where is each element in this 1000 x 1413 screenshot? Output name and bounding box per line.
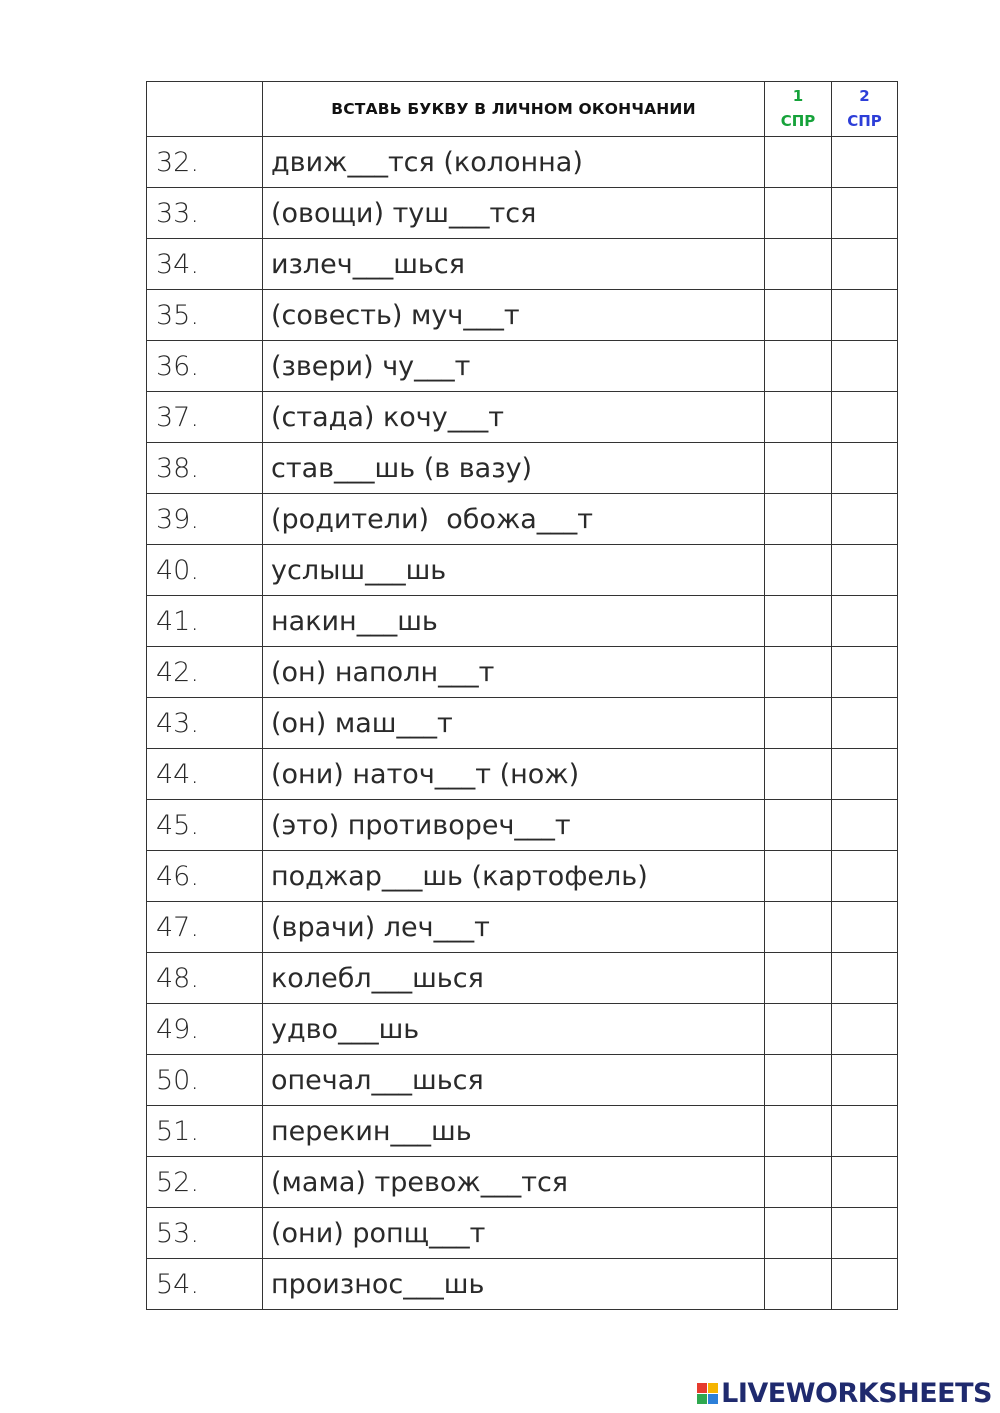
- row-number: 46.: [147, 851, 263, 902]
- row-exercise-text: (овощи) туш___тся: [263, 188, 765, 239]
- answer-cell-conjugation-2[interactable]: [832, 1259, 898, 1310]
- answer-cell-conjugation-2[interactable]: [832, 290, 898, 341]
- answer-cell-conjugation-1[interactable]: [765, 137, 832, 188]
- answer-cell-conjugation-1[interactable]: [765, 698, 832, 749]
- row-exercise-text: произнос___шь: [263, 1259, 765, 1310]
- answer-cell-conjugation-2[interactable]: [832, 1055, 898, 1106]
- answer-cell-conjugation-1[interactable]: [765, 443, 832, 494]
- table-row: [147, 698, 898, 749]
- table-row: [147, 1208, 898, 1259]
- answer-cell-conjugation-1[interactable]: [765, 494, 832, 545]
- answer-cell-conjugation-1[interactable]: [765, 953, 832, 1004]
- answer-cell-conjugation-1[interactable]: [765, 1055, 832, 1106]
- answer-cell-conjugation-1[interactable]: [765, 1106, 832, 1157]
- table-row: [147, 902, 898, 953]
- answer-cell-conjugation-1[interactable]: [765, 1157, 832, 1208]
- table-row: [147, 1157, 898, 1208]
- table-row: [147, 545, 898, 596]
- header-number-cell: [147, 82, 263, 137]
- row-number: 39.: [147, 494, 263, 545]
- answer-cell-conjugation-2[interactable]: [832, 443, 898, 494]
- answer-cell-conjugation-2[interactable]: [832, 341, 898, 392]
- row-number: 37.: [147, 392, 263, 443]
- answer-cell-conjugation-1[interactable]: [765, 290, 832, 341]
- answer-cell-conjugation-2[interactable]: [832, 902, 898, 953]
- header-row: [147, 82, 898, 137]
- row-number: 38.: [147, 443, 263, 494]
- answer-cell-conjugation-2[interactable]: [832, 545, 898, 596]
- answer-cell-conjugation-1[interactable]: [765, 545, 832, 596]
- table-row: [147, 749, 898, 800]
- row-number: 54.: [147, 1259, 263, 1310]
- row-exercise-text: (мама) тревож___тся: [263, 1157, 765, 1208]
- row-number: 43.: [147, 698, 263, 749]
- table-row: [147, 443, 898, 494]
- answer-cell-conjugation-2[interactable]: [832, 1004, 898, 1055]
- exercise-rows: [147, 137, 898, 1310]
- row-number: 44.: [147, 749, 263, 800]
- row-exercise-text: удво___шь: [263, 1004, 765, 1055]
- answer-cell-conjugation-2[interactable]: [832, 800, 898, 851]
- table-row: [147, 392, 898, 443]
- row-number: 41.: [147, 596, 263, 647]
- answer-cell-conjugation-2[interactable]: [832, 137, 898, 188]
- answer-cell-conjugation-2[interactable]: [832, 494, 898, 545]
- logo-square-e: [708, 1394, 718, 1404]
- answer-cell-conjugation-1[interactable]: [765, 1208, 832, 1259]
- answer-cell-conjugation-2[interactable]: [832, 392, 898, 443]
- answer-cell-conjugation-1[interactable]: [765, 851, 832, 902]
- table-row: [147, 188, 898, 239]
- row-exercise-text: накин___шь: [263, 596, 765, 647]
- answer-cell-conjugation-1[interactable]: [765, 749, 832, 800]
- row-exercise-text: (звери) чу___т: [263, 341, 765, 392]
- row-exercise-text: услыш___шь: [263, 545, 765, 596]
- answer-cell-conjugation-1[interactable]: [765, 392, 832, 443]
- header-conjugation-2: [832, 82, 898, 137]
- table-row: [147, 1055, 898, 1106]
- table-row: [147, 1004, 898, 1055]
- logo-square-i: [708, 1383, 718, 1393]
- row-number: 32.: [147, 137, 263, 188]
- row-exercise-text: (он) наполн___т: [263, 647, 765, 698]
- row-number: 36.: [147, 341, 263, 392]
- answer-cell-conjugation-1[interactable]: [765, 647, 832, 698]
- row-exercise-text: (они) наточ___т (нож): [263, 749, 765, 800]
- brand-name: LIVEWORKSHEETS: [721, 1378, 992, 1409]
- row-exercise-text: перекин___шь: [263, 1106, 765, 1157]
- row-number: 50.: [147, 1055, 263, 1106]
- table-row: [147, 851, 898, 902]
- row-number: 48.: [147, 953, 263, 1004]
- row-number: 49.: [147, 1004, 263, 1055]
- row-number: 34.: [147, 239, 263, 290]
- conjugation-1-number: 1: [792, 87, 804, 105]
- answer-cell-conjugation-2[interactable]: [832, 749, 898, 800]
- row-exercise-text: (совесть) муч___т: [263, 290, 765, 341]
- row-exercise-text: (он) маш___т: [263, 698, 765, 749]
- row-exercise-text: поджар___шь (картофель): [263, 851, 765, 902]
- answer-cell-conjugation-2[interactable]: [832, 647, 898, 698]
- answer-cell-conjugation-1[interactable]: [765, 596, 832, 647]
- answer-cell-conjugation-1[interactable]: [765, 188, 832, 239]
- table-row: [147, 800, 898, 851]
- answer-cell-conjugation-2[interactable]: [832, 1106, 898, 1157]
- table-row: [147, 1259, 898, 1310]
- row-number: 33.: [147, 188, 263, 239]
- row-number: 52.: [147, 1157, 263, 1208]
- answer-cell-conjugation-2[interactable]: [832, 1208, 898, 1259]
- answer-cell-conjugation-2[interactable]: [832, 188, 898, 239]
- answer-cell-conjugation-1[interactable]: [765, 239, 832, 290]
- row-number: 35.: [147, 290, 263, 341]
- header-title: ВСТАВЬ БУКВУ В ЛИЧНОМ ОКОНЧАНИИ: [263, 82, 765, 137]
- table-row: [147, 341, 898, 392]
- conjugation-2-label: СПР: [847, 112, 882, 130]
- row-number: 40.: [147, 545, 263, 596]
- worksheet-table: [146, 81, 898, 1310]
- table-row: [147, 953, 898, 1004]
- row-exercise-text: опечал___шься: [263, 1055, 765, 1106]
- row-exercise-text: (родители) обожа___т: [263, 494, 765, 545]
- answer-cell-conjugation-2[interactable]: [832, 953, 898, 1004]
- row-number: 45.: [147, 800, 263, 851]
- row-exercise-text: (они) ропщ___т: [263, 1208, 765, 1259]
- table-row: [147, 494, 898, 545]
- brand-footer: [697, 1378, 992, 1409]
- liveworksheets-logo-icon: [697, 1383, 718, 1404]
- row-exercise-text: движ___тся (колонна): [263, 137, 765, 188]
- answer-cell-conjugation-2[interactable]: [832, 698, 898, 749]
- table-row: [147, 137, 898, 188]
- answer-cell-conjugation-2[interactable]: [832, 1157, 898, 1208]
- row-exercise-text: (это) противореч___т: [263, 800, 765, 851]
- table-row: [147, 290, 898, 341]
- row-exercise-text: став___шь (в вазу): [263, 443, 765, 494]
- answer-cell-conjugation-2[interactable]: [832, 239, 898, 290]
- logo-square-l: [697, 1383, 707, 1393]
- logo-square-v: [697, 1394, 707, 1404]
- answer-cell-conjugation-1[interactable]: [765, 341, 832, 392]
- row-exercise-text: (врачи) леч___т: [263, 902, 765, 953]
- table-row: [147, 596, 898, 647]
- row-number: 47.: [147, 902, 263, 953]
- conjugation-1-label: СПР: [780, 112, 816, 130]
- header-conjugation-1: [765, 82, 832, 137]
- answer-cell-conjugation-2[interactable]: [832, 851, 898, 902]
- conjugation-2-number: 2: [859, 87, 870, 105]
- row-number: 51.: [147, 1106, 263, 1157]
- answer-cell-conjugation-1[interactable]: [765, 1259, 832, 1310]
- answer-cell-conjugation-1[interactable]: [765, 902, 832, 953]
- row-number: 42.: [147, 647, 263, 698]
- table-row: [147, 239, 898, 290]
- row-number: 53.: [147, 1208, 263, 1259]
- row-exercise-text: (стада) кочу___т: [263, 392, 765, 443]
- answer-cell-conjugation-1[interactable]: [765, 1004, 832, 1055]
- answer-cell-conjugation-2[interactable]: [832, 596, 898, 647]
- row-exercise-text: колебл___шься: [263, 953, 765, 1004]
- table-row: [147, 1106, 898, 1157]
- row-exercise-text: излеч___шься: [263, 239, 765, 290]
- answer-cell-conjugation-1[interactable]: [765, 800, 832, 851]
- table-row: [147, 647, 898, 698]
